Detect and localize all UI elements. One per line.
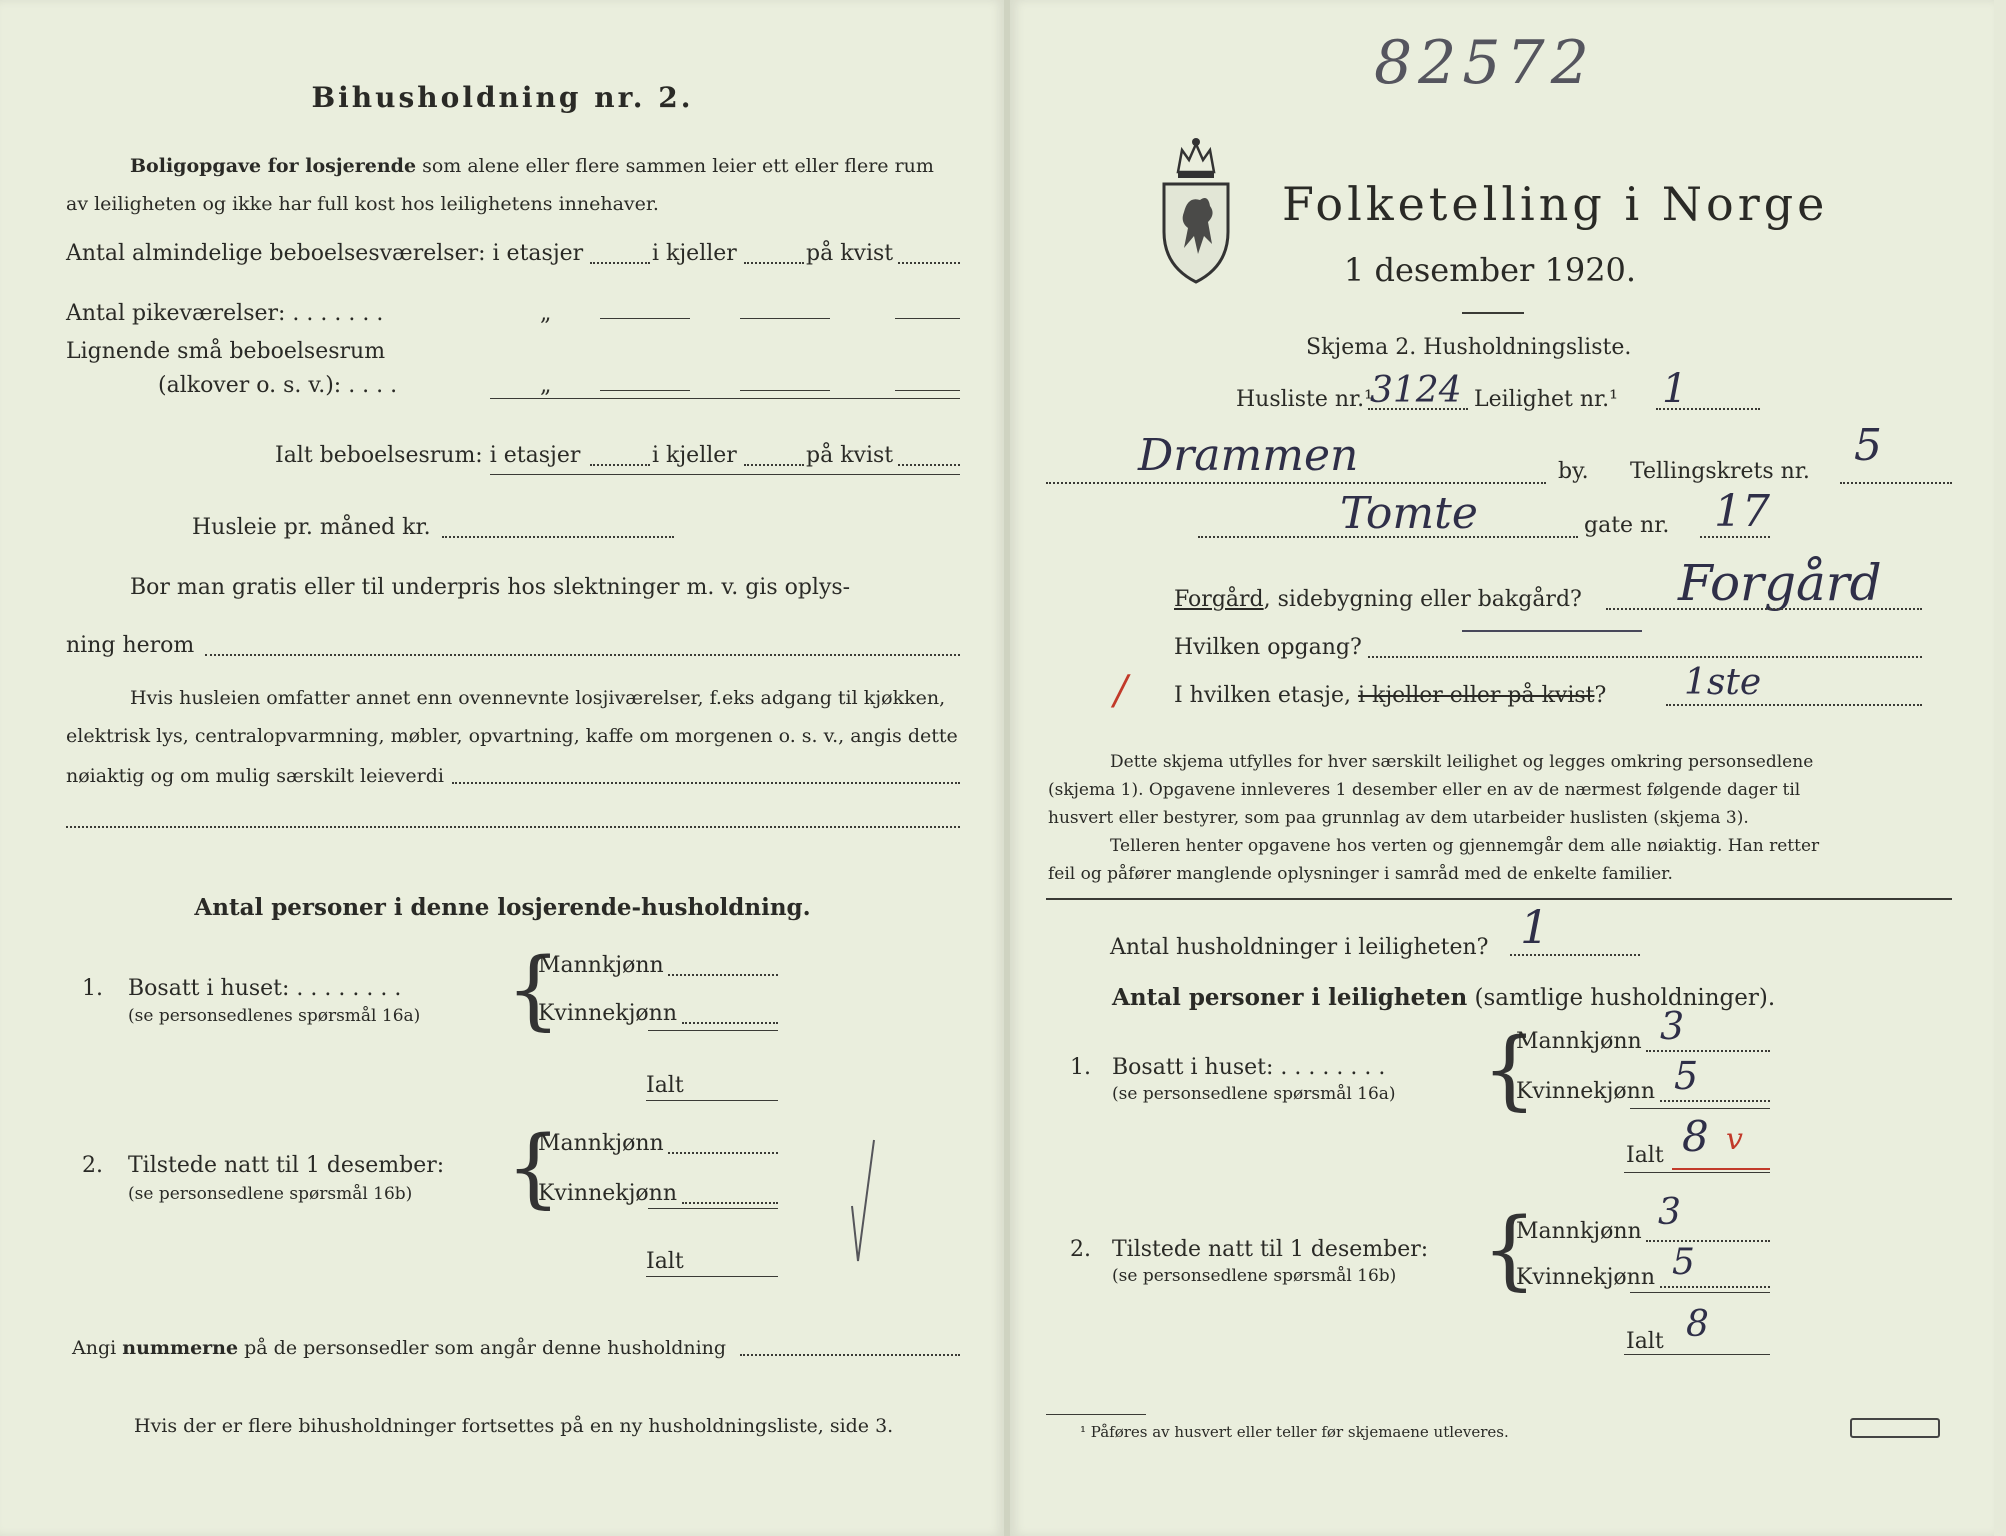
street-label: gate nr. xyxy=(1584,513,1670,538)
city-label: by. xyxy=(1558,459,1589,484)
left-q1-note: (se personsedlenes spørsmål 16a) xyxy=(128,1006,421,1026)
rooms-cellar: i kjeller xyxy=(652,241,737,266)
right-q1-female-label: Kvinnekjønn xyxy=(1516,1079,1655,1104)
red-margin-mark: / xyxy=(1114,668,1128,714)
rooms-etasjer-blank xyxy=(590,262,650,264)
street-number-blank xyxy=(1700,536,1770,538)
persons-heading: Antal personer i leiligheten (samtlige husholdninger). xyxy=(1112,984,1776,1011)
households-label: Antal husholdninger i leiligheten? xyxy=(1110,935,1489,960)
instruction-2: (skjema 1). Opgavene innleveres 1 desember eller en av de nærmest følgende dager til xyxy=(1048,780,1801,800)
etasje-label: I hvilken etasje, i kjeller eller på kvist? xyxy=(1174,683,1607,708)
extra-1: Hvis husleien omfatter annet enn ovennevnte losjiværelser, f.eks adgang til kjøkken, xyxy=(130,687,946,709)
right-q1-check: v xyxy=(1726,1122,1743,1157)
footnote: ¹ Påføres av husvert eller teller før skjemaene utleveres. xyxy=(1080,1423,1509,1441)
maid-rooms-label: Antal pikeværelser: . . . . . . . xyxy=(66,301,384,326)
right-title: Folketelling i Norge xyxy=(1282,177,1829,231)
ditto-line xyxy=(740,318,830,319)
rooms-cellar-blank xyxy=(744,262,804,264)
right-q1-total-label: Ialt xyxy=(1626,1143,1664,1168)
coat-of-arms-icon xyxy=(1158,136,1234,284)
sum-rule xyxy=(490,398,960,399)
right-q1-female-blank xyxy=(1660,1100,1770,1102)
left-q2-num: 2. xyxy=(82,1153,103,1178)
leilighet-value: 1 xyxy=(1662,366,1688,412)
section-rule xyxy=(1046,898,1952,900)
left-q1-brace: { xyxy=(506,940,561,1040)
leilighet-blank xyxy=(1656,408,1760,410)
right-q1-sum-rule xyxy=(1630,1108,1770,1109)
husliste-value: 3124 xyxy=(1370,370,1462,411)
right-q1-total-value: 8 xyxy=(1682,1112,1709,1161)
right-q1-note: (se personsedlene spørsmål 16a) xyxy=(1112,1084,1396,1104)
total-attic-blank xyxy=(898,464,960,466)
street-value: Tomte xyxy=(1340,488,1478,539)
rooms-label: Antal almindelige beboelsesværelser: i etasjer xyxy=(66,241,584,266)
leilighet-label: Leilighet nr.¹ xyxy=(1474,387,1618,412)
ditto-line xyxy=(895,390,960,391)
instruction-5: feil og påfører manglende oplysninger i samråd med de enkelte familier. xyxy=(1048,864,1673,884)
left-q1-total: Ialt xyxy=(646,1073,684,1098)
extra-3: nøiaktig og om mulig særskilt leieverdi xyxy=(66,765,444,787)
free-label-1: Bor man gratis eller til underpris hos slektninger m. v. gis oplys- xyxy=(130,575,851,600)
right-q2-female-blank xyxy=(1660,1286,1770,1288)
total-etasjer-blank xyxy=(590,464,650,466)
left-q1-sum-rule xyxy=(648,1030,778,1031)
husliste-blank xyxy=(1368,408,1468,410)
right-q1-label: Bosatt i huset: . . . . . . . . xyxy=(1112,1055,1386,1080)
right-q1-num: 1. xyxy=(1070,1055,1091,1080)
etasje-value: 1ste xyxy=(1684,662,1762,703)
opgang-pencil-stroke xyxy=(1462,630,1642,632)
households-blank xyxy=(1510,954,1640,956)
pencil-tick-mark xyxy=(848,1136,878,1266)
ditto-line xyxy=(895,318,960,319)
left-q2-male: Mannkjønn xyxy=(538,1131,664,1156)
left-q2-sum-rule xyxy=(648,1208,778,1209)
city-blank xyxy=(1046,482,1546,484)
intro-bold: Boligopgave for losjerende som alene eller flere sammen leier ett eller flere rum xyxy=(130,155,934,177)
similar-rooms-label: Lignende små beboelsesrum xyxy=(66,339,386,364)
left-q1-total-rule xyxy=(646,1100,778,1101)
left-q2-total-rule xyxy=(646,1276,778,1277)
etasje-blank xyxy=(1666,704,1922,706)
street-blank xyxy=(1198,536,1578,538)
right-q1-female-value: 5 xyxy=(1674,1054,1699,1098)
intro-line-2: av leiligheten og ikke har full kost hos leilighetens innehaver. xyxy=(66,193,659,215)
husliste-label: Husliste nr.¹ xyxy=(1236,387,1373,412)
footnote-rule xyxy=(1046,1414,1146,1415)
left-q2-total: Ialt xyxy=(646,1249,684,1274)
left-persons-heading: Antal personer i denne losjerende-husholdning. xyxy=(194,894,811,921)
instruction-4: Telleren henter opgavene hos verten og gjennemgår dem alle nøiaktig. Han retter xyxy=(1110,836,1820,856)
ditto-line xyxy=(600,390,690,391)
total-attic: på kvist xyxy=(806,443,894,468)
right-page xyxy=(1010,0,1994,1536)
schema-label: Skjema 2. Husholdningsliste. xyxy=(1306,335,1632,360)
extra-blank-2 xyxy=(66,826,960,828)
rent-blank xyxy=(442,536,674,538)
left-q1-female-blank xyxy=(682,1022,778,1024)
left-q2-brace: { xyxy=(506,1118,561,1218)
numbers-label: Angi nummerne på de personsedler som angår denne husholdning xyxy=(72,1337,727,1359)
opgang-blank xyxy=(1368,656,1922,658)
left-q2-female-blank xyxy=(682,1202,778,1204)
rooms-attic-blank xyxy=(898,262,960,264)
instruction-3: husvert eller bestyrer, som paa grunnlag av dem utarbeider huslisten (skjema 3). xyxy=(1048,808,1749,828)
rooms-attic: på kvist xyxy=(806,241,894,266)
right-q2-male-value: 3 xyxy=(1658,1192,1681,1233)
left-q1-label: Bosatt i huset: . . . . . . . . xyxy=(128,976,402,1001)
left-q2-label: Tilstede natt til 1 desember: xyxy=(128,1153,445,1178)
right-q2-note: (se personsedlene spørsmål 16b) xyxy=(1112,1266,1397,1286)
left-title: Bihusholdning nr. 2. xyxy=(311,81,694,114)
archive-number: 82572 xyxy=(1374,28,1595,98)
right-q2-total-value: 8 xyxy=(1686,1304,1709,1345)
right-q2-female-label: Kvinnekjønn xyxy=(1516,1265,1655,1290)
krets-blank xyxy=(1840,482,1952,484)
title-divider xyxy=(1462,312,1524,314)
printer-stamp xyxy=(1850,1418,1940,1438)
right-q2-male-blank xyxy=(1646,1240,1770,1242)
left-q1-num: 1. xyxy=(82,976,103,1001)
left-q1-male-blank xyxy=(668,974,778,976)
right-q2-total-label: Ialt xyxy=(1626,1329,1664,1354)
right-q1-brace: { xyxy=(1482,1020,1537,1120)
instruction-1: Dette skjema utfylles for hver særskilt leilighet og legges omkring personsedlene xyxy=(1110,752,1814,772)
right-q1-total-rule xyxy=(1624,1172,1770,1173)
extra-2: elektrisk lys, centralopvarmning, møbler, opvartning, kaffe om morgenen o. s. v., angis dette xyxy=(66,725,958,747)
total-cellar-blank xyxy=(744,464,804,466)
ditto-line xyxy=(740,390,830,391)
forgard-label: Forgård, sidebygning eller bakgård? xyxy=(1174,587,1582,612)
left-q2-note: (se personsedlene spørsmål 16b) xyxy=(128,1184,413,1204)
right-q2-sum-rule xyxy=(1630,1292,1770,1293)
right-q1-male-blank xyxy=(1646,1050,1770,1052)
total-rooms-label: Ialt beboelsesrum: i etasjer xyxy=(275,443,581,468)
numbers-blank xyxy=(740,1354,960,1356)
left-q1-female: Kvinnekjønn xyxy=(538,1001,677,1026)
ditto-line xyxy=(600,318,690,319)
right-q2-total-rule xyxy=(1624,1354,1770,1355)
ditto-1: „ xyxy=(540,301,552,326)
right-q2-num: 2. xyxy=(1070,1237,1091,1262)
right-q2-male-label: Mannkjønn xyxy=(1516,1219,1642,1244)
right-q1-male-label: Mannkjønn xyxy=(1516,1029,1642,1054)
opgang-label: Hvilken opgang? xyxy=(1174,635,1362,660)
households-value: 1 xyxy=(1520,900,1550,954)
forgard-value: Forgård xyxy=(1678,554,1882,612)
extra-blank xyxy=(452,782,960,784)
street-number: 17 xyxy=(1714,486,1770,537)
right-q1-red-underline xyxy=(1672,1168,1770,1170)
ditto-2: „ xyxy=(540,373,552,398)
census-date: 1 desember 1920. xyxy=(1343,251,1637,289)
right-q2-female-value: 5 xyxy=(1672,1242,1695,1283)
free-label-2: ning herom xyxy=(66,633,195,658)
similar-rooms-label-2: (alkover o. s. v.): . . . . xyxy=(158,373,398,398)
left-footer: Hvis der er flere bihusholdninger fortsettes på en ny husholdningsliste, side 3. xyxy=(134,1415,894,1437)
total-cellar: i kjeller xyxy=(652,443,737,468)
rent-label: Husleie pr. måned kr. xyxy=(192,515,431,540)
left-q1-male: Mannkjønn xyxy=(538,953,664,978)
left-q2-female: Kvinnekjønn xyxy=(538,1181,677,1206)
right-q1-male-value: 3 xyxy=(1660,1004,1685,1048)
left-q2-male-blank xyxy=(668,1152,778,1154)
krets-label: Tellingskrets nr. xyxy=(1630,459,1810,484)
free-blank xyxy=(205,654,960,656)
right-q2-brace: { xyxy=(1482,1200,1537,1300)
right-q2-label: Tilstede natt til 1 desember: xyxy=(1112,1237,1429,1262)
sum-rule xyxy=(490,474,960,475)
krets-value: 5 xyxy=(1854,420,1882,471)
forgard-blank xyxy=(1606,608,1922,610)
city-value: Drammen xyxy=(1138,430,1359,481)
